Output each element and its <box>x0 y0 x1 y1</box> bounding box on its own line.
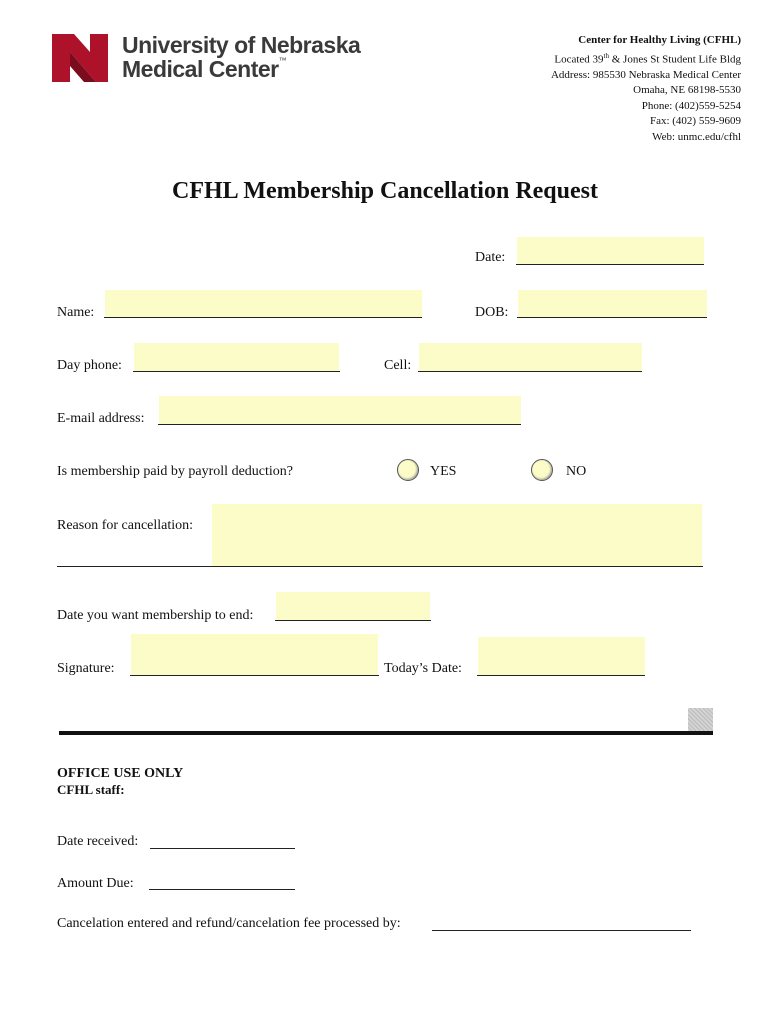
section-divider <box>59 731 713 735</box>
cell-underline <box>418 371 642 372</box>
amount-due-underline <box>149 889 295 890</box>
name-input[interactable] <box>105 290 422 318</box>
contact-located <box>551 49 741 68</box>
end-date-input[interactable] <box>276 592 430 620</box>
date-received-label: Date received: <box>57 834 139 849</box>
dob-underline <box>517 317 707 318</box>
day-phone-label: Day phone: <box>57 358 122 373</box>
todays-date-input[interactable] <box>478 637 645 676</box>
located-suffix: & Jones St Student Life Bldg <box>609 53 741 66</box>
logo-line1: University of Nebraska <box>122 32 361 58</box>
contact-title: Center for Healthy Living (CFHL) <box>578 34 741 46</box>
processed-by-underline <box>432 930 691 931</box>
end-date-label: Date you want membership to end: <box>57 608 254 623</box>
email-label: E-mail address: <box>57 411 145 426</box>
form-reset-button[interactable] <box>688 708 713 732</box>
email-underline <box>158 424 521 425</box>
contact-web: Web: unmc.edu/cfhl <box>652 130 741 143</box>
payroll-question: Is membership paid by payroll deduction? <box>57 464 293 479</box>
todays-date-label: Today’s Date: <box>384 661 462 676</box>
day-phone-input[interactable] <box>134 343 339 371</box>
date-label: Date: <box>475 250 506 265</box>
processed-by-label: Cancelation entered and refund/cancelation fee processed by: <box>57 916 401 931</box>
logo-line2 <box>122 56 286 83</box>
payroll-yes-label: YES <box>430 464 457 479</box>
cell-label: Cell: <box>384 358 412 373</box>
date-underline <box>516 264 704 265</box>
located-prefix: Located 39 <box>554 53 604 66</box>
payroll-no-radio[interactable] <box>531 459 553 481</box>
end-date-underline <box>275 620 431 621</box>
name-underline <box>104 317 422 318</box>
signature-label: Signature: <box>57 661 115 676</box>
signature-input[interactable] <box>131 634 378 676</box>
date-received-underline <box>150 848 295 849</box>
unmc-n-mark-icon <box>50 32 110 84</box>
logo-trademark: ™ <box>278 56 287 65</box>
payroll-no-label: NO <box>566 464 587 479</box>
dob-label: DOB: <box>475 305 509 320</box>
cell-input[interactable] <box>419 343 642 371</box>
date-input[interactable] <box>517 237 704 265</box>
email-input[interactable] <box>159 396 521 424</box>
contact-block <box>551 33 741 145</box>
contact-city: Omaha, NE 68198-5530 <box>633 84 741 97</box>
contact-phone: Phone: (402)559-5254 <box>641 99 741 112</box>
reason-label: Reason for cancellation: <box>57 518 194 533</box>
located-sup: th <box>603 51 609 60</box>
contact-address: Address: 985530 Nebraska Medical Center <box>550 68 741 81</box>
form-title: CFHL Membership Cancellation Request <box>172 178 598 204</box>
office-staff-label: CFHL staff: <box>57 782 125 797</box>
name-label: Name: <box>57 305 95 320</box>
amount-due-label: Amount Due: <box>57 876 134 891</box>
reason-input[interactable] <box>212 504 702 566</box>
day-phone-underline <box>133 371 340 372</box>
todays-date-underline <box>477 675 645 676</box>
unmc-logo <box>50 32 110 84</box>
payroll-yes-radio[interactable] <box>397 459 419 481</box>
contact-fax: Fax: (402) 559-9609 <box>649 115 741 128</box>
logo-line2-text: Medical Center <box>122 56 279 82</box>
office-heading: OFFICE USE ONLY <box>57 766 184 781</box>
reason-underline <box>57 566 703 567</box>
signature-underline <box>130 675 379 676</box>
dob-input[interactable] <box>518 290 707 318</box>
